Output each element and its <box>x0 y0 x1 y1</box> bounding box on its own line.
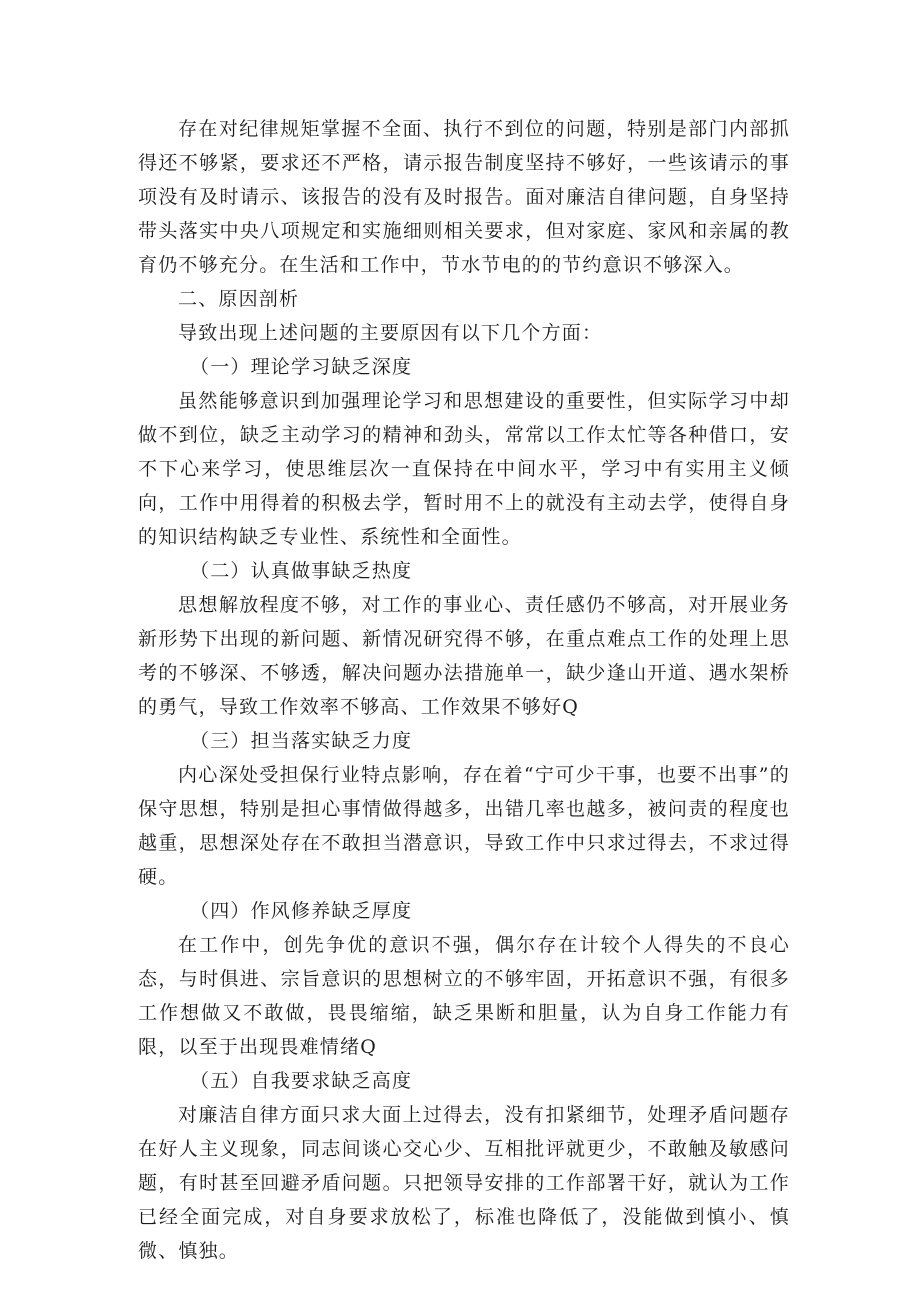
subheading-theory-study: （一）理论学习缺乏深度 <box>190 356 413 378</box>
paragraph-work-enthusiasm: 思想解放程度不够，对工作的事业心、责任感仍不够高，对开展业务新形势下出现的新问题、新情况研究得不够，在重点难点工作的处理上思考的不够深、不够透，解决问题办法措施单一，缺少逢山开道、遇水架桥的勇气，导致工作效率不够高、工作效果不够好Q <box>138 594 790 718</box>
paragraph-theory-study: 虽然能够意识到加强理论学习和思想建设的重要性，但实际学习中却做不到位，缺乏主动学习的精神和劲头，常常以工作太忙等各种借口，安不下心来学习，使思维层次一直保持在中间水平，学习中有实用主义倾向，工作中用得着的积极去学，暂时用不上的就没有主动去学，使得自身的知识结构缺乏专业性、系统性和全面性。 <box>138 390 790 548</box>
subheading-responsibility: （三）担当落实缺乏力度 <box>190 730 413 752</box>
paragraph-responsibility: 内心深处受担保行业特点影响，存在着“宁可少干事，也要不出事”的保守思想，特别是担心事情做得越多，出错几率也越多，被问责的程度也越重，思想深处存在不敢担当潜意识，导致工作中只求过得去，不求过得硬。 <box>138 764 790 888</box>
subheading-work-style: （四）作风修养缺乏厚度 <box>190 900 413 922</box>
paragraph-causes-intro: 导致出现上述问题的主要原因有以下几个方面： <box>178 322 603 344</box>
section-heading-cause-analysis: 二、原因剖析 <box>178 288 300 310</box>
paragraph-discipline-issues: 存在对纪律规矩掌握不全面、执行不到位的问题，特别是部门内部抓得还不够紧，要求还不严格，请示报告制度坚持不够好，一些该请示的事项没有及时请示、该报告的没有及时报告。面对廉洁自律问题，自身坚持带头落实中央八项规定和实施细则相关要求，但对家庭、家风和亲属的教育仍不够充分。在生活和工作中，节水节电的的节约意识不够深入。 <box>138 118 790 276</box>
subheading-work-enthusiasm: （二）认真做事缺乏热度 <box>190 560 413 582</box>
subheading-self-discipline: （五）自我要求缺乏高度 <box>190 1070 413 1092</box>
document-body <box>138 112 790 1268</box>
paragraph-work-style: 在工作中，创先争优的意识不强，偶尔存在计较个人得失的不良心态，与时俱进、宗旨意识的思想树立的不够牢固，开拓意识不强，有很多工作想做又不敢做，畏畏缩缩，缺乏果断和胆量，认为自身工作能力有限，以至于出现畏难情绪Q <box>138 934 790 1058</box>
paragraph-self-discipline: 对廉洁自律方面只求大面上过得去，没有扣紧细节，处理矛盾问题存在好人主义现象，同志间谈心交心少、互相批评就更少，不敢触及敏感问题，有时甚至回避矛盾问题。只把领导安排的工作部署干好，就认为工作已经全面完成，对自身要求放松了，标准也降低了，没能做到慎小、慎微、慎独。 <box>138 1104 790 1262</box>
